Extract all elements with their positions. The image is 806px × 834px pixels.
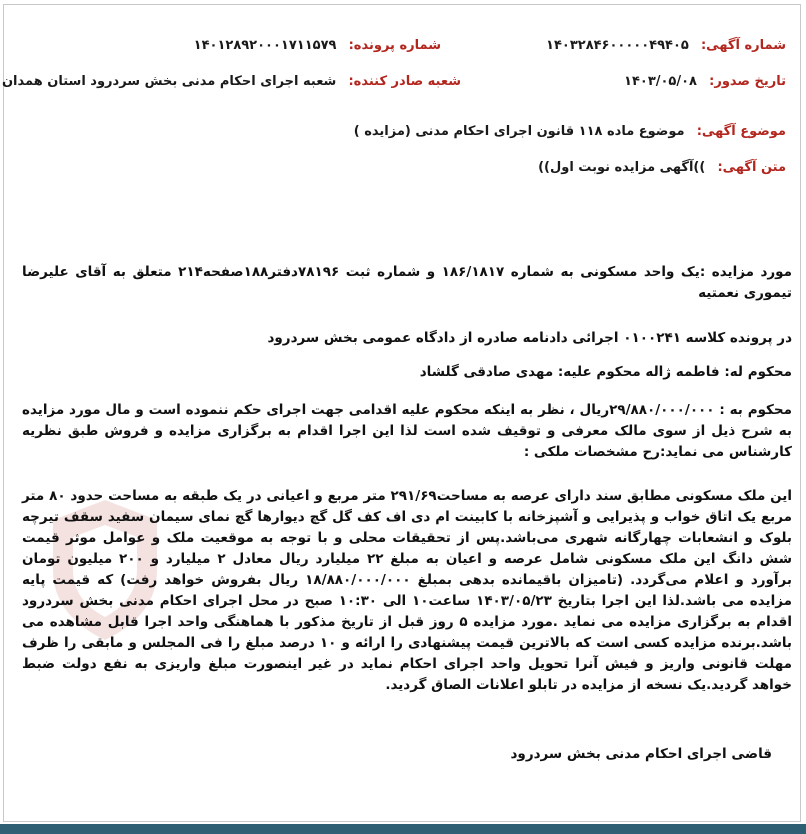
issue-date-value: ۱۴۰۳/۰۵/۰۸: [624, 74, 697, 89]
item-description: مورد مزایده :یک واحد مسکونی به شماره ۱۸۶/۱۸۱۷ و شماره ثبت ۷۸۱۹۶دفتر۱۸۸صفحه۲۱۴ متعلق به آقای علیرضا تیموری نعمتیه: [22, 264, 793, 301]
subject-value: موضوع ماده ۱۱۸ قانون اجرای احکام مدنی (مزایده ): [353, 124, 685, 139]
body-paragraph-2: [22, 328, 792, 349]
body-paragraph-5: [22, 486, 792, 696]
parties: محکوم له: فاطمه ژاله محکوم علیه: مهدی صادقی گلشاد: [419, 364, 792, 380]
ad-text-value: ))آگهی مزایده نوبت اول)): [538, 160, 706, 175]
signature: قاضی اجرای احکام مدنی بخش سردرود: [510, 746, 772, 762]
file-number-row: [194, 38, 441, 54]
body-paragraph-4: [22, 400, 792, 463]
ad-text-label: متن آگهی:: [717, 160, 786, 175]
ad-text-row: [538, 160, 786, 176]
bottom-bar: [0, 824, 806, 834]
property-details: این ملک مسکونی مطابق سند دارای عرصه به مساحت۲۹۱/۶۹ متر مربع و اعیانی در یک طبقه به مساحت حدود ۸۰ متر مربع یک اتاق خواب و پذیرایی و آشپزخانه با کابینت ام دی اف کف گل گچ دیوارها گچ نمای سیمان سفید سقف تیرچه بلوک و انشعابات چهارگانه شهری می‌باشد.پس از تحقیقات محلی و با توجه به موقعیت ملک و عوامل موثر قیمت شش دانگ این ملک مسکونی شامل عرصه و اعیان به مبلغ ۲۲ میلیارد ریال معادل ۲ میلیارد و ۲۰۰ میلیون تومان برآورد و اعلام می‌گردد. (تامیزان باقیمانده بدهی بمبلغ ۱۸/۸۸۰/۰۰۰/۰۰۰ ریال بفروش خواهد رفت) که قیمت پایه مزایده می باشد.لذا این اجرا بتاریخ ۱۴۰۳/۰۵/۲۳ ساعت۱۰ الی ۱۰:۳۰ صبح در محل اجرای احکام مدنی بخش سردرود اقدام به برگزاری مزایده می نماید .مورد مزایده ۵ روز قبل از تاریخ مذکور با هماهنگی واحد اجرا قابل مشاهده می باشد.برنده مزایده کسی است که بالاترین قیمت پیشنهادی را ارائه و ۱۰ درصد مبلغ را فی المجلس و مابقی را ظرف مهلت قانونی واریز و فیش آنرا تحویل واحد اجرای احکام نماید در غیر اینصورت مبلغ واریزی به نفع دولت ضبط خواهد گردید.یک نسخه از مزایده در تابلو اعلانات الصاق گردید.: [22, 488, 793, 693]
file-number-value: ۱۴۰۱۲۸۹۲۰۰۰۱۷۱۱۵۷۹: [193, 38, 337, 53]
issue-date-label: تاریخ صدور:: [709, 74, 786, 89]
subject-row: [354, 124, 786, 140]
subject-label: موضوع آگهی:: [696, 124, 786, 139]
ad-number-row: [546, 38, 786, 54]
judgment-amount: محکوم به : ۲۹/۸۸۰/۰۰۰/۰۰۰ریال ، نظر به اینکه محکوم علیه اقدامی جهت اجرای حکم ننموده است و مال مورد مزایده به شرح ذیل از سوی مالک معرفی و توقیف شده است لذا این اجرا اقدام به برگزاری مزایده و فروش طبق نظریه کارشناس می نماید:رح مشخصات ملکی :: [22, 402, 792, 460]
issuing-branch-label: شعبه صادر کننده:: [348, 74, 461, 89]
ad-number-value: ۱۴۰۳۲۸۴۶۰۰۰۰۰۴۹۴۰۵: [546, 38, 689, 53]
ad-number-label: شماره آگهی:: [700, 38, 786, 53]
issuing-branch-row: [2, 74, 461, 90]
issue-date-row: [624, 74, 786, 90]
body-paragraph-3: [22, 362, 792, 383]
file-number-label: شماره پرونده:: [348, 38, 441, 53]
case-reference: در پرونده کلاسه ۰۱۰۰۲۴۱ اجرائی دادنامه صادره از دادگاه عمومی بخش سردرود: [267, 330, 792, 346]
body-paragraph-1: [22, 262, 792, 304]
issuing-branch-value: شعبه اجرای احکام مدنی بخش سردرود استان همدان: [1, 74, 337, 89]
